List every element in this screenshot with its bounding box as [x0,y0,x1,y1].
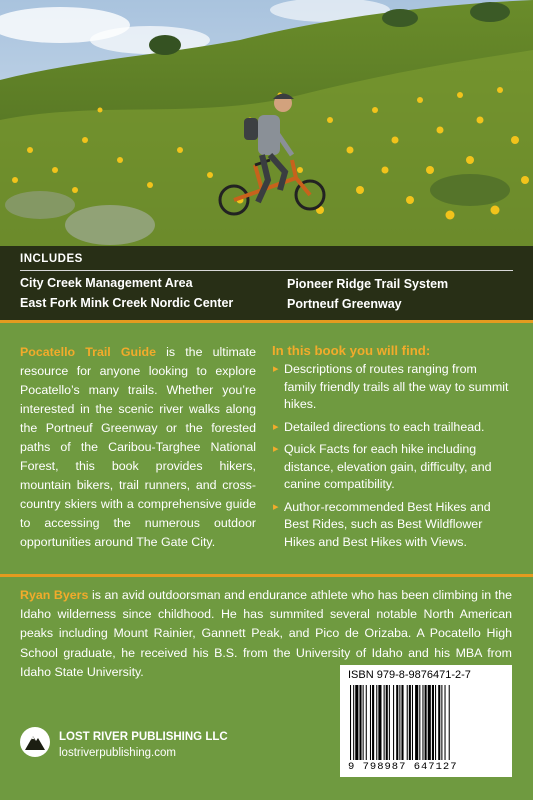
features-heading: In this book you will find: [272,343,431,358]
triangle-bullet-icon: ▸ [273,420,279,433]
list-item [272,499,512,552]
feature-text: Author-recommended Best Hikes and Best Rides, such as Best Wildflower Hikes and Best Hikes with Views. [284,499,491,549]
triangle-bullet-icon: ▸ [273,443,279,455]
triangle-bullet-icon: ▸ [273,500,279,513]
feature-text: Descriptions of routes ranging from family friendly trails all the way to summit hikes. [284,362,509,411]
book-description [20,343,256,552]
publisher-url[interactable]: lostriverpublishing.com [59,747,176,759]
includes-item-east-fork-mink-creek: East Fork Mink Creek Nordic Center [20,296,234,310]
features-section [272,343,512,556]
feature-text: Detailed directions to each trailhead. [284,419,485,434]
includes-band [0,246,533,320]
list-item [272,441,512,494]
book-title-highlight: Pocatello Trail Guide [20,345,156,359]
author-bio-text: is an avid outdoorsman and endurance athlete who has been climbing in the Idaho wilderness since childhood. He has summited several notable North American peaks including Mount Rainier, Gannett Peak, and Pico de Orizaba. A Pocatello High School graduate, he received his B.S. from the University of Idaho and his MBA from Idaho State University. [20,588,513,679]
orange-divider-top [0,320,533,323]
publisher-name: LOST RIVER PUBLISHING LLC [59,731,228,743]
barcode-digits: 9 798987 647127 [348,761,458,773]
triangle-bullet-icon: ▸ [273,363,279,375]
isbn-number: ISBN 979-8-9876471-2-7 [348,669,471,681]
book-description-text: is the ultimate resource for anyone looking to explore Pocatello’s many trails. Whether you’re interested in the scenic river walks along the Portneuf Greenway or the forested paths of the Caribou-Targhee National Forest, this book provides hikers, mountain bikers, trail runners, and cross-country skiers with a comprehensive guide to accessing the numerous outdoor opportunities around The Gate City. [20,345,256,549]
includes-item-city-creek: City Creek Management Area [20,276,193,290]
list-item [272,419,512,437]
list-item [272,361,512,414]
orange-divider-middle [0,574,533,577]
barcode-icon [348,685,504,760]
isbn-barcode [340,665,512,777]
author-name: Ryan Byers [20,588,89,602]
feature-text: Quick Facts for each hike including distance, elevation gain, difficulty, and canine compatibility. [284,442,492,491]
includes-item-pioneer-ridge: Pioneer Ridge Trail System [287,277,449,291]
features-list [272,361,512,551]
mountain-logo-icon [20,727,50,757]
includes-item-portneuf-greenway: Portneuf Greenway [287,297,402,311]
includes-divider [20,270,513,271]
includes-title: INCLUDES [20,253,83,265]
